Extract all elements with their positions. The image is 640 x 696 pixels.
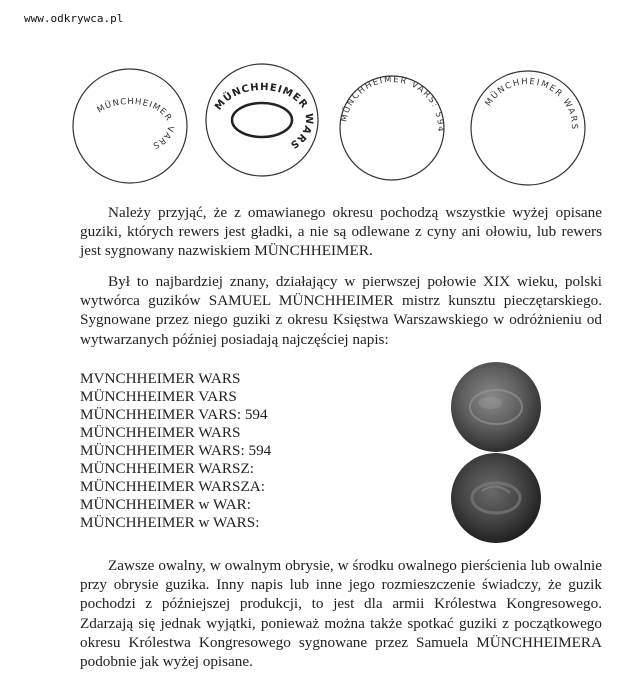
- stamp-4-text: MÜNCHHEIMER WARS: [483, 76, 580, 131]
- stamp-4: [471, 71, 585, 185]
- inscription-item: MÜNCHHEIMER w WAR:: [80, 496, 252, 513]
- stamp-2-text: MÜNCHHEIMER WARS: [213, 81, 315, 151]
- inscription-item: MÜNCHHEIMER w WARS:: [80, 514, 260, 531]
- stamp-1: [73, 69, 187, 183]
- inscription-item: MÜNCHHEIMER VARS: [80, 388, 237, 405]
- paragraph-3: [80, 556, 602, 671]
- stamp-3: [339, 75, 445, 180]
- inscription-item: MÜNCHHEIMER WARSZ:: [80, 460, 254, 477]
- svg-text:MÜNCHHEIMER VARS: 594: [339, 75, 445, 134]
- paragraph-1: [80, 203, 602, 261]
- button-photo-2: [451, 453, 541, 543]
- inscription-item: MÜNCHHEIMER WARS: 594: [80, 442, 272, 459]
- button-stamp-illustrations: [0, 0, 640, 190]
- inscription-item: MÜNCHHEIMER WARSZA:: [80, 478, 265, 495]
- button-photos: [448, 353, 558, 543]
- inscription-item: MÜNCHHEIMER VARS: 594: [80, 406, 268, 423]
- svg-text:MÜNCHHEIMER WARS: [213, 82, 314, 151]
- paragraph-2-text: Był to najbardziej znany, działający w pierwszej połowie XIX wieku, polski wytwórca guzików SAMUEL MÜNCHHEIMER mistrz kunsztu pieczętarskiego. Sygnowane przez niego guziki z okresu Księstwa Warszawskiego w odróżnieniu od wytwarzanych później posiadają najczęściej napis:: [80, 273, 602, 348]
- paragraph-3-text: Zawsze owalny, w owalnym obrysie, w środku owalnego pierścienia lub owalnie przy obrysie guzika. Inny napis lub inne jego rozmieszczenie świadczy, że guzik pochodzi z późniejszej produkcji, to jest dla armii Królestwa Kongresowego. Zdarzają się jednak wyjątki, ponieważ można także spotkać guziki z początkowego okresu Królestwa Kongresowego sygnowane przez Samuela MÜNCHHEIMERA podobnie jak wyżej opisane.: [80, 557, 602, 671]
- paragraph-2: [80, 272, 602, 349]
- svg-text:MÜNCHHEIMER VARS: [95, 97, 175, 151]
- paragraph-1-text: Należy przyjąć, że z omawianego okresu pochodzą wszystkie wyżej opisane guziki, których rewers jest gładki, a nie są odlewane z cyny ani ołowiu, lub rewers jest sygnowany nazwiskiem MÜNCHHEIMER.: [80, 204, 602, 260]
- stamp-1-text: MÜNCHHEIMER VARS: [95, 96, 176, 151]
- stamp-3-text: MÜNCHHEIMER VARS: 594: [339, 74, 446, 134]
- stamp-2: [206, 64, 318, 176]
- inscription-list: [80, 370, 271, 532]
- inscription-item: MVNCHHEIMER WARS: [80, 370, 241, 387]
- button-photo-1: [451, 362, 541, 452]
- inscription-item: MÜNCHHEIMER WARS: [80, 424, 241, 441]
- site-watermark: www.odkrywca.pl: [24, 12, 124, 25]
